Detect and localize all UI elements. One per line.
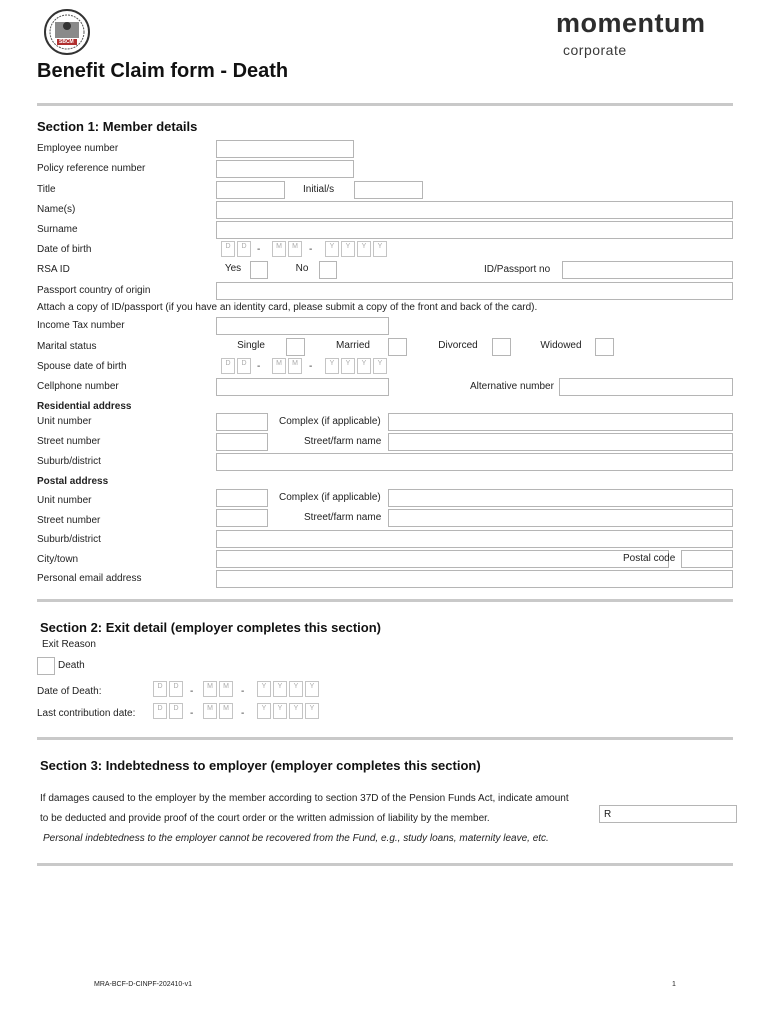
dob-day-box[interactable]: D (221, 241, 235, 257)
lcd-year-box[interactable]: Y (257, 703, 271, 719)
dob-year-box[interactable]: Y (357, 241, 371, 257)
res-complex-label: Complex (if applicable) (279, 416, 381, 427)
dod-year-box[interactable]: Y (305, 681, 319, 697)
brand-subtitle: corporate (563, 42, 627, 58)
dob-month-box[interactable]: M (272, 241, 286, 257)
post-suburb-label: Suburb/district (37, 534, 101, 545)
dob-year-box[interactable]: Y (341, 241, 355, 257)
passport-country-label: Passport country of origin (37, 285, 151, 296)
dob-month-box[interactable]: M (288, 241, 302, 257)
postal-code-field[interactable] (681, 550, 733, 568)
policy-reference-label: Policy reference number (37, 163, 146, 174)
rsa-id-no-option: No (295, 263, 309, 274)
date-of-death-label: Date of Death: (37, 686, 102, 697)
res-street-name-field[interactable] (388, 433, 733, 451)
lcd-separator: - (241, 708, 245, 719)
rsa-id-yes-checkbox[interactable] (250, 261, 268, 279)
city-field[interactable] (216, 550, 669, 568)
lcd-year-box[interactable]: Y (305, 703, 319, 719)
exit-reason-label: Exit Reason (42, 639, 96, 650)
spouse-dob-month-box[interactable]: M (288, 358, 302, 374)
page-title: Benefit Claim form - Death (37, 60, 289, 82)
names-field[interactable] (216, 201, 733, 219)
amount-field[interactable] (599, 805, 737, 823)
dod-year-box[interactable]: Y (289, 681, 303, 697)
spouse-dob-label: Spouse date of birth (37, 361, 127, 372)
page-number: 1 (672, 981, 676, 988)
alt-number-label: Alternative number (470, 381, 554, 392)
lcd-month-box[interactable]: M (203, 703, 217, 719)
cellphone-field[interactable] (216, 378, 389, 396)
spouse-dob-month-box[interactable]: M (272, 358, 286, 374)
post-complex-field[interactable] (388, 489, 733, 507)
dod-day-box[interactable]: D (153, 681, 167, 697)
post-unit-label: Unit number (37, 495, 92, 506)
spouse-dob-year-box[interactable]: Y (357, 358, 371, 374)
marital-widowed-option: Widowed (540, 340, 582, 351)
dob-year-box[interactable]: Y (325, 241, 339, 257)
email-field[interactable] (216, 570, 733, 588)
dod-month-box[interactable]: M (219, 681, 233, 697)
surname-field[interactable] (216, 221, 733, 239)
post-street-name-field[interactable] (388, 509, 733, 527)
section1-heading: Section 1: Member details (37, 119, 198, 134)
rsa-id-no-checkbox[interactable] (319, 261, 337, 279)
rsa-id-label: RSA ID (37, 264, 70, 275)
section3-heading: Section 3: Indebtedness to employer (employer completes this section) (40, 758, 481, 773)
post-complex-label: Complex (if applicable) (279, 492, 381, 503)
fund-logo (40, 8, 94, 56)
indebtedness-text-2: to be deducted and provide proof of the court order or the written admission of liability by the member. (40, 813, 490, 824)
initials-field[interactable] (354, 181, 423, 199)
death-checkbox[interactable] (37, 657, 55, 675)
postal-heading: Postal address (37, 476, 109, 487)
divider (37, 737, 733, 740)
divider (37, 103, 733, 106)
income-tax-label: Income Tax number (37, 320, 125, 331)
lcd-year-box[interactable]: Y (273, 703, 287, 719)
post-street-name-label: Street/farm name (304, 512, 382, 523)
res-street-name-label: Street/farm name (304, 436, 382, 447)
dob-day-box[interactable]: D (237, 241, 251, 257)
res-street-number-label: Street number (37, 436, 101, 447)
res-unit-label: Unit number (37, 416, 92, 427)
dob-separator: - (257, 244, 261, 255)
marital-married-checkbox[interactable] (388, 338, 407, 356)
title-field[interactable] (216, 181, 285, 199)
lcd-separator: - (190, 708, 194, 719)
spouse-dob-separator: - (309, 361, 313, 372)
city-label: City/town (37, 554, 79, 565)
post-unit-field[interactable] (216, 489, 268, 507)
lcd-month-box[interactable]: M (219, 703, 233, 719)
post-street-number-label: Street number (37, 515, 101, 526)
attach-note: Attach a copy of ID/passport (if you have an identity card, please submit a copy of the front and back of the card). (37, 302, 538, 313)
indebtedness-note: Personal indebtedness to the employer cannot be recovered from the Fund, e.g., study loans, maternity leave, etc. (43, 833, 549, 844)
residential-heading: Residential address (37, 401, 132, 412)
spouse-dob-day-box[interactable]: D (221, 358, 235, 374)
dob-separator: - (309, 244, 313, 255)
rsa-id-yes-option: Yes (224, 263, 242, 274)
spouse-dob-year-box[interactable]: Y (325, 358, 339, 374)
marital-status-label: Marital status (37, 341, 97, 352)
email-label: Personal email address (37, 573, 142, 584)
divider (37, 599, 733, 602)
res-street-number-field[interactable] (216, 433, 268, 451)
surname-label: Surname (37, 224, 78, 235)
lcd-day-box[interactable]: D (169, 703, 183, 719)
spouse-dob-year-box[interactable]: Y (373, 358, 387, 374)
marital-widowed-checkbox[interactable] (595, 338, 614, 356)
spouse-dob-day-box[interactable]: D (237, 358, 251, 374)
initials-label: Initial/s (303, 184, 335, 195)
post-street-number-field[interactable] (216, 509, 268, 527)
id-passport-field[interactable] (562, 261, 733, 279)
employee-number-field[interactable] (216, 140, 354, 158)
last-contribution-label: Last contribution date: (37, 708, 136, 719)
dod-year-box[interactable]: Y (257, 681, 271, 697)
income-tax-field[interactable] (216, 317, 389, 335)
policy-reference-field[interactable] (216, 160, 354, 178)
res-complex-field[interactable] (388, 413, 733, 431)
title-label: Title (37, 184, 56, 195)
res-unit-field[interactable] (216, 413, 268, 431)
employee-number-label: Employee number (37, 143, 119, 154)
death-label: Death (58, 660, 85, 671)
indebtedness-text-1: If damages caused to the employer by the member according to section 37D of the Pension Funds Act, indicate amount (40, 793, 569, 804)
dob-year-box[interactable]: Y (373, 241, 387, 257)
spouse-dob-year-box[interactable]: Y (341, 358, 355, 374)
currency-symbol: R (604, 809, 612, 820)
dod-separator: - (241, 686, 245, 697)
marital-divorced-option: Divorced (438, 340, 478, 351)
marital-married-option: Married (336, 340, 370, 351)
form-code: MRA-BCF-D-CINPF-202410-v1 (94, 981, 193, 988)
res-suburb-label: Suburb/district (37, 456, 101, 467)
dod-separator: - (190, 686, 194, 697)
dod-year-box[interactable]: Y (273, 681, 287, 697)
post-suburb-field[interactable] (216, 530, 733, 548)
names-label: Name(s) (37, 204, 76, 215)
dod-day-box[interactable]: D (169, 681, 183, 697)
cellphone-label: Cellphone number (37, 381, 119, 392)
id-passport-label: ID/Passport no (484, 264, 551, 275)
passport-country-field[interactable] (216, 282, 733, 300)
dod-month-box[interactable]: M (203, 681, 217, 697)
spouse-dob-separator: - (257, 361, 261, 372)
postal-code-label: Postal code (623, 553, 676, 564)
brand-name: momentum (556, 8, 706, 38)
dob-label: Date of birth (37, 244, 92, 255)
section2-heading: Section 2: Exit detail (employer completes this section) (40, 620, 381, 635)
lcd-year-box[interactable]: Y (289, 703, 303, 719)
marital-single-option: Single (237, 340, 265, 351)
logo-caption: SBCM (59, 39, 74, 45)
marital-single-checkbox[interactable] (286, 338, 305, 356)
marital-divorced-checkbox[interactable] (492, 338, 511, 356)
lcd-day-box[interactable]: D (153, 703, 167, 719)
res-suburb-field[interactable] (216, 453, 733, 471)
divider (37, 863, 733, 866)
alt-number-field[interactable] (559, 378, 733, 396)
